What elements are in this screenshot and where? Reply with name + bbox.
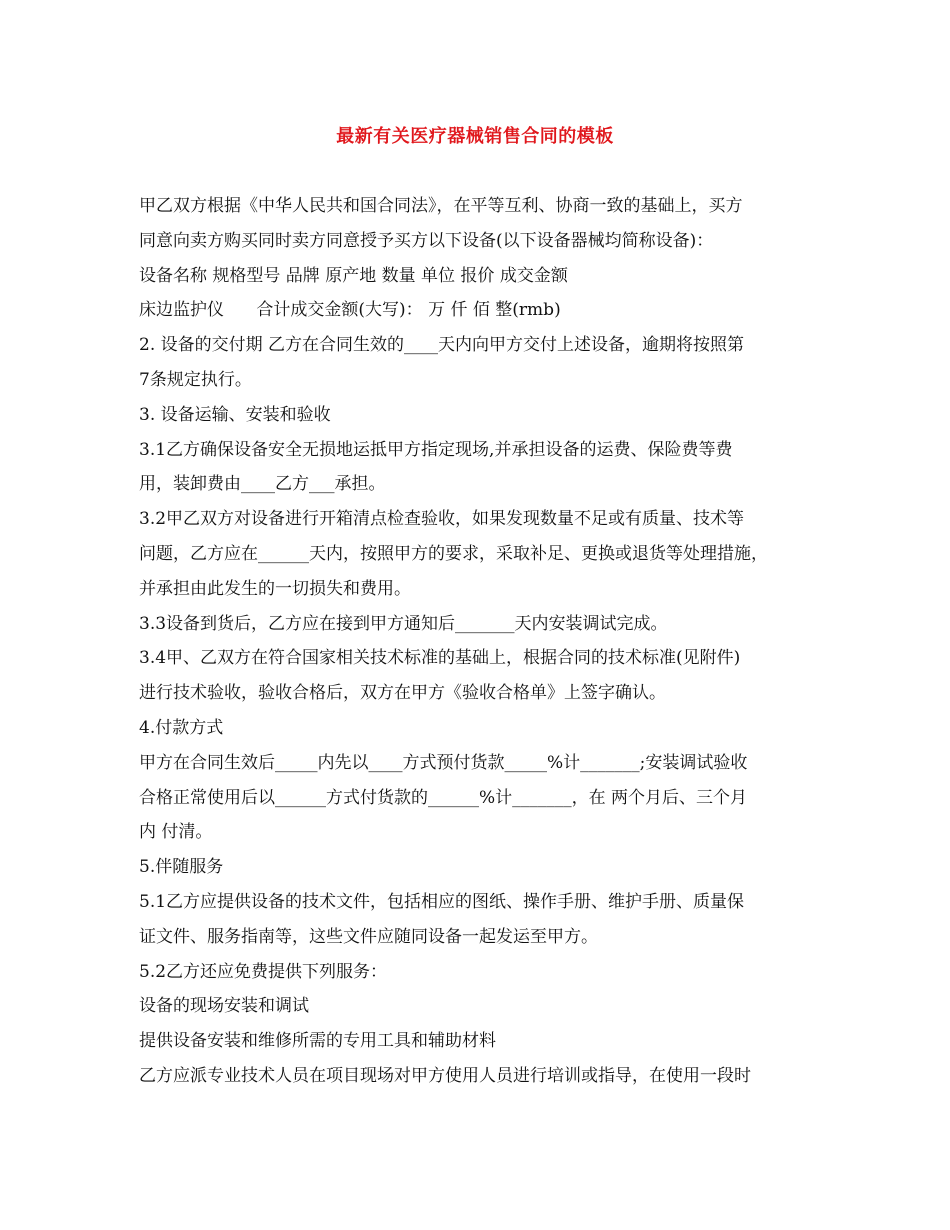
- clause-2: 2. 设备的交付期 乙方在合同生效的____天内向甲方交付上述设备，逾期将按照第: [139, 335, 745, 356]
- service-item: 提供设备安装和维修所需的专用工具和辅助材料: [139, 1031, 496, 1052]
- document-title: 最新有关医疗器械销售合同的模板: [336, 126, 614, 147]
- paragraph-line: 证文件、服务指南等，这些文件应随同设备一起发运至甲方。: [139, 926, 598, 947]
- clause-3-1: 3.1乙方确保设备安全无损地运抵甲方指定现场,并承担设备的运费、保险费等费: [139, 439, 733, 460]
- paragraph-line: 同意向卖方购买同时卖方同意授予买方以下设备(以下设备器械均简称设备)：: [139, 230, 714, 251]
- equipment-table-header: 设备名称 规格型号 品牌 原产地 数量 单位 报价 成交金额: [139, 265, 568, 286]
- paragraph-line: 内 付清。: [139, 822, 213, 843]
- paragraph-line: 进行技术验收，验收合格后，双方在甲方《验收合格单》上签字确认。: [139, 683, 666, 704]
- paragraph-line: 甲乙双方根据《中华人民共和国合同法》，在平等互利、协商一致的基础上，买方: [139, 196, 743, 216]
- clause-5-1: 5.1乙方应提供设备的技术文件，包括相应的图纸、操作手册、维护手册、质量保: [139, 891, 745, 912]
- document-body: [139, 189, 829, 1094]
- clause-3-4: 3.4甲、乙双方在符合国家相关技术标准的基础上，根据合同的技术标准(见附件): [139, 648, 741, 669]
- paragraph-line: 甲方在合同生效后_____内先以____方式预付货款_____%计_______;安装调试验收: [139, 752, 748, 773]
- clause-3-heading: 3. 设备运输、安装和验收: [139, 404, 331, 425]
- clause-3-2: 3.2甲乙双方对设备进行开箱清点检查验收，如果发现数量不足或有质量、技术等: [139, 509, 745, 530]
- paragraph-line: 并承担由此发生的一切损失和费用。: [139, 578, 411, 599]
- paragraph-line: 7条规定执行。: [139, 369, 252, 390]
- paragraph-line: 合格正常使用后以______方式付货款的______%计_______，在 两个月后、三个月: [139, 787, 748, 808]
- clause-3-3: 3.3设备到货后，乙方应在接到甲方通知后_______天内安装调试完成。: [139, 613, 668, 634]
- equipment-row: 床边监护仪 合计成交金额(大写)： 万 仟 佰 整(rmb): [139, 300, 561, 321]
- clause-5-2: 5.2乙方还应免费提供下列服务：: [139, 961, 388, 982]
- clause-4-heading: 4.付款方式: [139, 717, 224, 738]
- clause-5-heading: 5.伴随服务: [139, 857, 224, 878]
- service-item: 设备的现场安装和调试: [139, 996, 309, 1017]
- paragraph-line: 乙方应派专业技术人员在项目现场对甲方使用人员进行培训或指导，在使用一段时: [139, 1065, 751, 1086]
- paragraph-line: 问题，乙方应在______天内，按照甲方的要求，采取补足、更换或退货等处理措施，: [139, 543, 768, 564]
- paragraph-line: 用，装卸费由____乙方___承担。: [139, 474, 386, 495]
